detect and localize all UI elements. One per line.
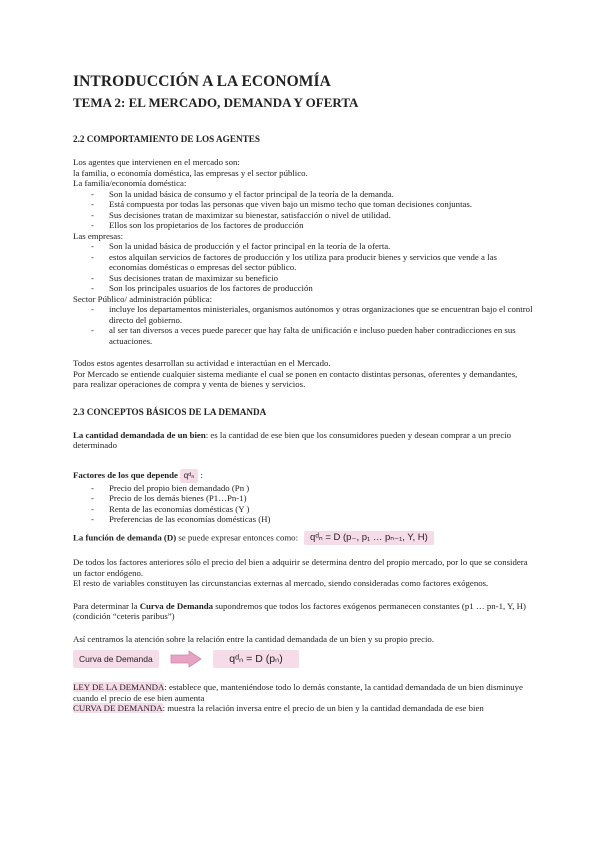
factores-list xyxy=(73,483,533,525)
sector-list xyxy=(73,304,533,346)
curvaley-term: CURVA DE DEMANDA xyxy=(73,703,163,713)
sector-label: Sector Público/ administración pública: xyxy=(73,293,213,304)
ley-text: : establece que, manteniéndose todo lo demás constante, la cantidad demandada de un bien disminuye cuando el precio de ese bien aumenta xyxy=(73,682,523,703)
funcion-text: se puede expresar entonces como: xyxy=(176,531,299,542)
list-item: - Renta de las economías domésticas (Y ) xyxy=(109,504,533,515)
section-heading-demanda: 2.3 CONCEPTOS BÁSICOS DE LA DEMANDA xyxy=(73,406,267,417)
funcion-line xyxy=(73,531,533,546)
closing-line-1: Todos estos agentes desarrollan su actividad e interactúan en el Mercado. xyxy=(73,358,331,368)
curva-demanda xyxy=(73,703,533,714)
list-item: - al ser tan diversos a veces puede parecer que hay falta de unificación e incluso pueden haber contradicciones en sus actuaciones. xyxy=(109,325,533,346)
intro-line-1: Los agentes que intervienen en el mercado son: xyxy=(73,157,240,167)
atencion-text: Así centramos la atención sobre la relación entre la cantidad demandada de un bien y su propio precio. xyxy=(73,633,435,644)
curva-term: Curva de Demanda xyxy=(139,600,213,611)
exogeno-text: El resto de variables constituyen las circunstancias externas al mercado, siendo consideradas como factores exógenos. xyxy=(73,578,489,588)
funcion-term: La función de demanda (D) xyxy=(73,531,177,542)
right-arrow-icon xyxy=(169,650,203,668)
list-item: - Son la unidad básica de producción y el factor principal en la teoría de la oferta. xyxy=(109,241,533,252)
document-page xyxy=(73,72,533,714)
ley-block xyxy=(73,682,533,714)
ley-term: LEY DE LA DEMANDA xyxy=(73,682,165,692)
ley-demanda xyxy=(73,682,533,703)
intro-line-2: la familia, o economía doméstica, las empresas y el sector público. xyxy=(73,167,308,178)
qd-symbol: qᵈₙ xyxy=(180,469,198,483)
factores-block xyxy=(73,469,533,525)
list-item: - Son los principales usuarios de los factores de producción xyxy=(109,283,533,294)
list-item: - Está compuesta por todas las personas que viven bajo un mismo techo que toman decisiones conjuntas. xyxy=(109,199,533,210)
list-item: - Sus decisiones tratan de maximizar su bienestar, satisfacción o nivel de utilidad. xyxy=(109,210,533,221)
curva-pre: Para determinar la xyxy=(73,600,140,611)
list-item: - incluye los departamentos ministeriales, organismos autónomos y otras organizaciones que se encuentran bajo el control directo del gobierno. xyxy=(109,304,533,325)
ceteris-block xyxy=(73,601,533,622)
endogeno-block xyxy=(73,557,533,589)
list-item: - Precio de los demás bienes (P1…Pn-1) xyxy=(109,493,533,504)
list-item: - Ellos son los propietarios de los factores de producción xyxy=(109,220,533,231)
cantidad-definition xyxy=(73,430,533,451)
empresas-label: Las empresas: xyxy=(73,230,124,241)
familia-label: La familia/economía doméstica: xyxy=(73,178,187,188)
curva-diagram xyxy=(73,650,533,668)
document-subtitle: TEMA 2: EL MERCADO, DEMANDA Y OFERTA xyxy=(73,95,359,110)
curva-formula-box: qᵈₙ = D (pₙ) xyxy=(213,650,299,668)
curva-label-box: Curva de Demanda xyxy=(73,650,159,668)
list-item: - Son la unidad básica de consumo y el factor principal de la teoría de la demanda. xyxy=(109,189,533,200)
cantidad-block xyxy=(73,430,533,451)
funcion-block xyxy=(73,531,533,546)
endogeno-text: De todos los factores anteriores sólo el precio del bien a adquirir se determina dentro del propio mercado, por lo que se considera un factor endógeno. xyxy=(73,557,528,578)
list-item: - estos alquilan servicios de factores de producción y los utiliza para producir bienes y servicios que vende a las economías domésticas o empresas del sector público. xyxy=(109,252,533,273)
curva-intro xyxy=(73,601,533,612)
factores-colon: : xyxy=(200,469,203,480)
familia-list xyxy=(73,189,533,231)
cantidad-term: La cantidad demandada de un bien xyxy=(73,429,206,440)
atencion-block xyxy=(73,634,533,669)
empresas-list xyxy=(73,241,533,294)
list-item: - Preferencias de las economías domésticas (H) xyxy=(109,514,533,525)
factores-label: Factores de los que depende xyxy=(73,469,178,480)
closing-line-2: Por Mercado se entiende cualquier sistema mediante el cual se ponen en contacto distintas personas, oferentes y demandantes, para realizar operaciones de compra y venta de bienes y servicios. xyxy=(73,368,518,389)
curva-post: supondremos que todos los factores exógenos permanecen constantes (p1 … pn-1, Y, H) xyxy=(213,600,526,611)
factores-line xyxy=(73,469,533,483)
cantidad-text: : es la cantidad de ese bien que los consumidores pueden y desean comprar a un precio determinado xyxy=(73,429,512,450)
curvaley-text: : muestra la relación inversa entre el precio de un bien y la cantidad demandada de ese bien xyxy=(162,703,484,713)
section-heading-agentes: 2.2 COMPORTAMIENTO DE LOS AGENTES xyxy=(73,134,260,144)
ceteris-paribus: (condición “ceteris paribus”) xyxy=(73,611,175,621)
list-item: - Precio del propio bien demandado (Pn ) xyxy=(109,483,533,494)
agentes-block xyxy=(73,157,533,346)
list-item: - Sus decisiones tratan de maximizar su beneficio xyxy=(109,273,533,284)
document-title: INTRODUCCIÓN A LA ECONOMÍA xyxy=(73,73,331,90)
funcion-formula: qᵈₙ = D (p₋, p₁ … pₙ₋₁, Y, H) xyxy=(304,531,434,546)
mercado-block xyxy=(73,358,533,390)
